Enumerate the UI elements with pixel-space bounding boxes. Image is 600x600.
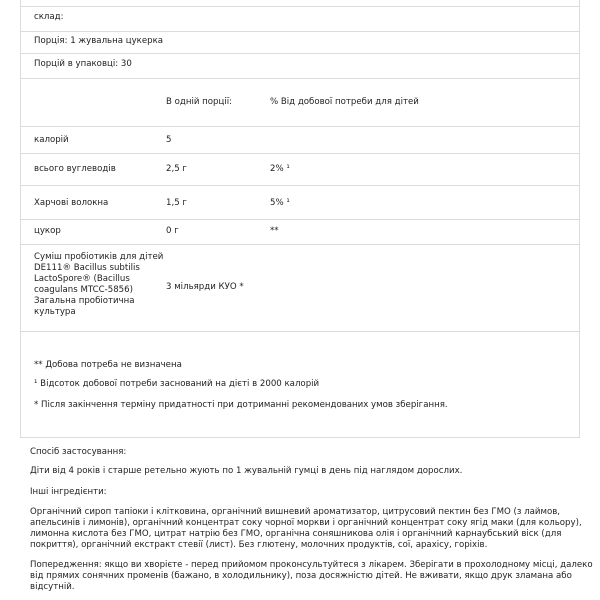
probiotic-blend-line: культура [34,307,76,317]
divider [20,53,580,54]
probiotic-blend-line: DE111® Bacillus subtilis [34,263,140,273]
divider [20,153,580,154]
footnote: ¹ Відсоток добової потреби заснований на дієті в 2000 калорій [34,379,320,389]
usage-text: Діти від 4 років і старше ретельно жують по 1 жувальній гумці в день під наглядом дорослих. [30,466,463,476]
divider [20,31,580,32]
ingredients-heading: Інші інгредієнти: [30,487,107,497]
nutrient-daily-value: ** [270,226,279,236]
servings-per-pack: Порцій в упаковці: 30 [34,59,132,69]
divider [20,126,580,127]
divider [20,78,580,79]
nutrient-daily-value: 5% ¹ [270,198,290,208]
warning-line: відсутній. [30,582,75,592]
ingredients-line: лимонна кислота без ГМО, цитрат натрію без ГМО, органічна соняшникова олія і органічний карнаубський віск (для [30,529,562,539]
ingredients-line: покриття), органічний екстракт стевії (лист). Без глютену, молочних продуктів, сої, арахісу, горіхів. [30,540,488,550]
probiotic-blend-line: LactoSpore® (Bacillus [34,274,130,284]
nutrient-name: цукор [34,226,61,236]
serving-size: Порція: 1 жувальна цукерка [34,36,164,46]
divider [20,331,580,332]
usage-heading: Спосіб застосування: [30,447,127,457]
divider [20,185,580,186]
nutrient-amount: 2,5 г [166,164,187,174]
nutrient-amount: 0 г [166,226,179,236]
probiotic-blend-line: Суміш пробіотиків для дітей [34,252,164,262]
footnote: * Після закінчення терміну придатності при дотриманні рекомендованих умов зберігання. [34,400,448,410]
ingredients-line: апельсинів і лимонів), органічний концентрат соку чорної моркви і органічний концентрат соку ягід маки (для кольору), [30,518,582,528]
divider [20,437,580,438]
nutrient-name: всього вуглеводів [34,164,116,174]
warning-line: Попередження: якщо ви хворієте - перед прийомом проконсультуйтеся з лікарем. Зберігати в прохолодному місці, далеко [30,560,593,570]
ingredients-line: Органічний сироп тапіоки і клітковина, органічний вишневий ароматизатор, цитрусовий пектин без ГМО (з лаймов, [30,507,561,517]
nutrient-amount: 5 [166,135,172,145]
probiotic-blend-line: Загальна пробіотична [34,296,135,306]
nutrient-name: Харчові волокна [34,198,109,208]
column-header-daily-value: % Від добової потреби для дітей [270,97,419,107]
nutrient-daily-value: 2% ¹ [270,164,290,174]
nutrient-name: калорій [34,135,69,145]
divider [20,244,580,245]
supplement-facts-panel [20,0,593,600]
warning-line: від прямих сонячних променів (бажано, в холодильнику), поза досяжністю дітей. Не вживати, якщо друк зламана або [30,571,572,581]
composition-label: склад: [34,12,64,22]
probiotic-amount: 3 мільярди КУО * [166,282,244,292]
divider [20,6,580,7]
divider [20,219,580,220]
nutrient-amount: 1,5 г [166,198,187,208]
column-header-per-serving: В одній порції: [166,97,233,107]
probiotic-blend-line: coagulans MTCC-5856) [34,285,133,295]
footnote: ** Добова потреба не визначена [34,360,182,370]
